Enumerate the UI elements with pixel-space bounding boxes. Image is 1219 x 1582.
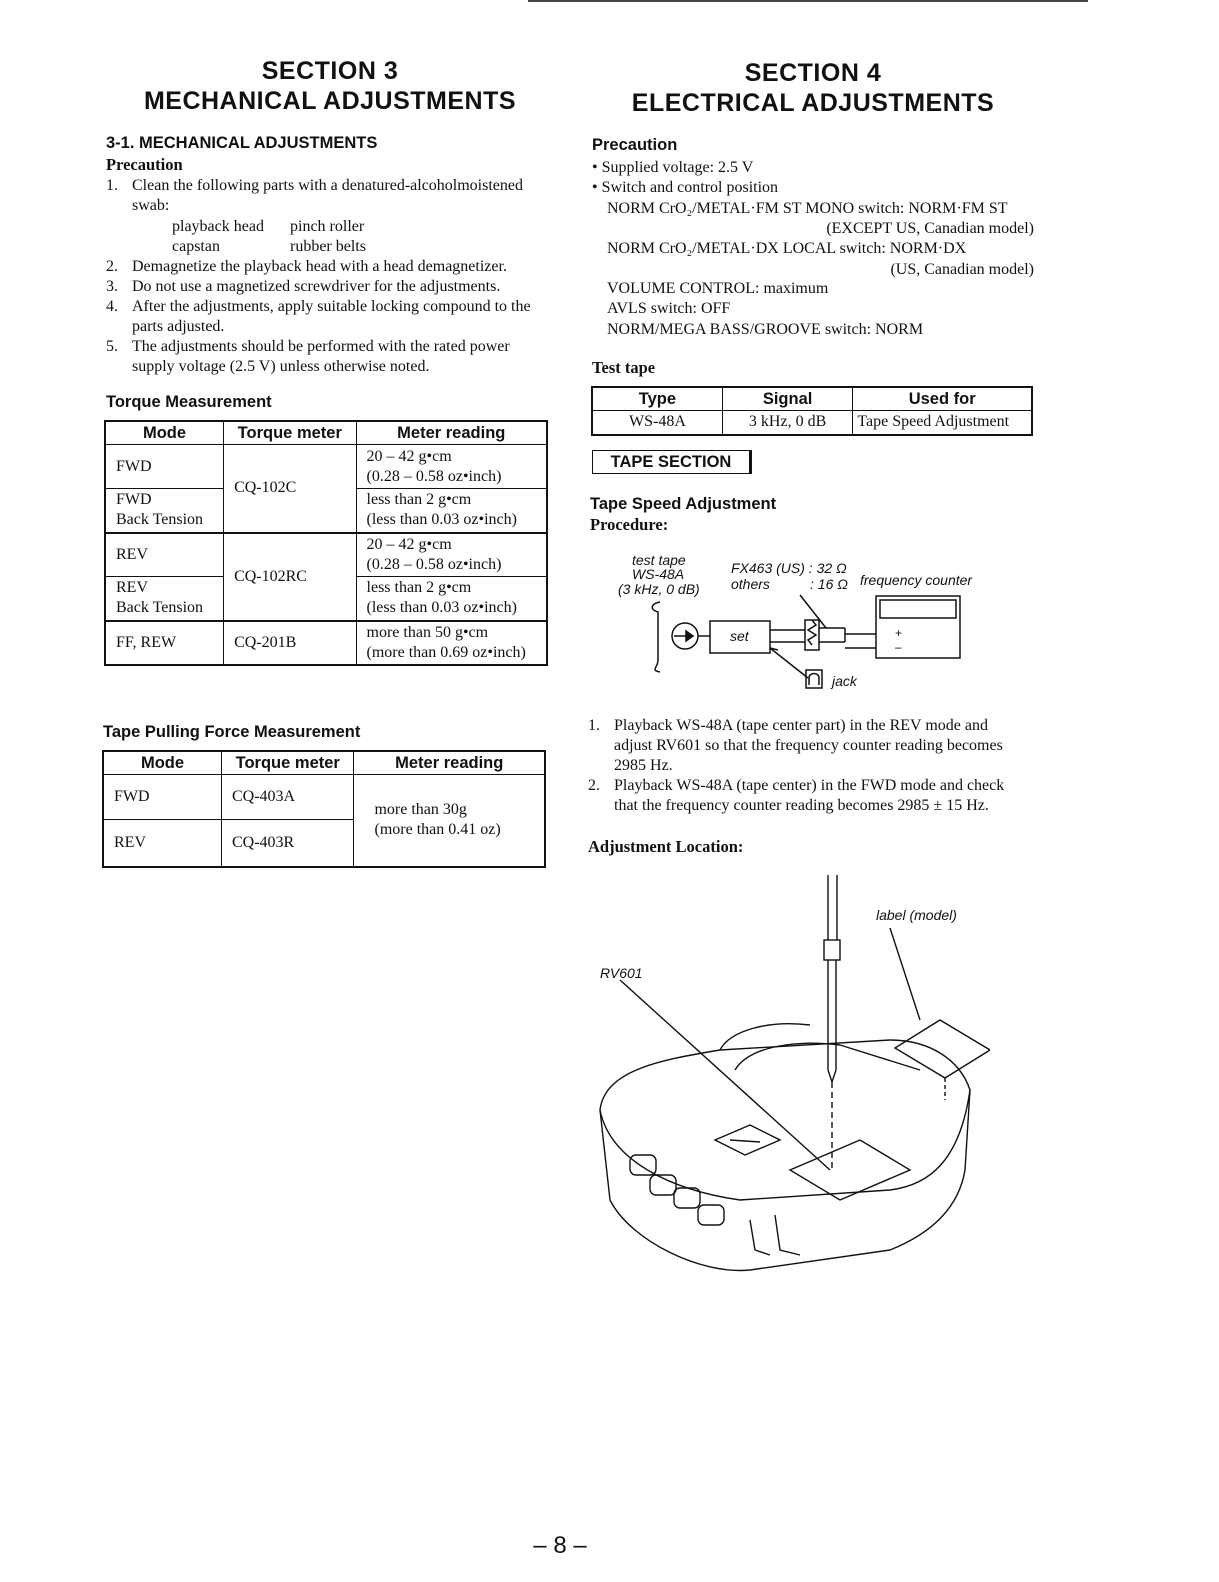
tape-speed-title: Tape Speed Adjustment — [590, 495, 777, 513]
diag-ws48a: WS-48A — [632, 566, 685, 582]
left-section-title: MECHANICAL ADJUSTMENTS — [143, 87, 517, 115]
switch-line-4: AVLS switch: OFF — [607, 300, 731, 317]
precaution-title: Precaution — [106, 155, 183, 174]
tape-used: Tape Speed Adjustment — [853, 411, 1032, 435]
step-1: 1. Playback WS-48A (tape center part) in the REV mode and adjust RV601 so that the frequency counter reading becomes 2985 Hz. — [588, 717, 1003, 774]
torque-header-reading: Meter reading — [356, 421, 547, 445]
torque-header-meter: Torque meter — [224, 421, 356, 445]
precaution-item-5: 5. The adjustments should be performed with the rated power supply voltage (2.5 V) unless otherwise noted. — [106, 338, 510, 375]
torque-row-meter: CQ-102RC — [224, 533, 356, 621]
pull-row-reading: more than 30g (more than 0.41 oz) — [354, 775, 545, 867]
pull-table — [102, 750, 546, 868]
switch-line-1: NORM CrO₂/METAL·FM ST MONO switch: NORM·FM ST — [607, 200, 1008, 217]
diag-khz: (3 kHz, 0 dB) — [618, 581, 700, 597]
diag-others: others — [731, 576, 770, 592]
pull-header-mode: Mode — [103, 751, 222, 775]
torque-row-reading: less than 2 g•cm (less than 0.03 oz•inch) — [356, 489, 547, 533]
switch-note-2: (US, Canadian model) — [890, 261, 1034, 278]
tape-section-box: TAPE SECTION — [592, 450, 752, 474]
torque-table — [104, 420, 548, 666]
tape-signal: 3 kHz, 0 dB — [722, 411, 852, 435]
testtape-table — [591, 386, 1033, 436]
procedure-diagram — [640, 590, 980, 700]
switch-note-1: (EXCEPT US, Canadian model) — [826, 220, 1034, 237]
svg-text:+: + — [895, 626, 903, 640]
torque-header-mode: Mode — [105, 421, 224, 445]
pull-header-meter: Torque meter — [222, 751, 354, 775]
torque-row-mode: REV — [105, 533, 224, 577]
torque-row-mode: REV Back Tension — [105, 577, 224, 621]
pull-row-meter: CQ-403A — [222, 775, 354, 820]
diag-frequency-counter: frequency counter — [860, 572, 973, 588]
part-pinch-roller: pinch roller — [290, 218, 365, 235]
tape-header-used: Used for — [853, 387, 1032, 411]
torque-title: Torque Measurement — [106, 393, 272, 411]
torque-row-mode: FF, REW — [105, 621, 224, 665]
svg-text:–: – — [895, 640, 902, 654]
page-number: – 8 – — [533, 1532, 587, 1559]
part-playback-head: playback head — [172, 218, 264, 235]
diag-16ohm: : 16 Ω — [810, 576, 848, 592]
pull-row-meter: CQ-403R — [222, 820, 354, 867]
part-rubber-belts: rubber belts — [290, 238, 366, 255]
torque-row-reading: less than 2 g•cm (less than 0.03 oz•inch) — [356, 577, 547, 621]
torque-row-mode: FWD Back Tension — [105, 489, 224, 533]
precaution-item-4: 4. After the adjustments, apply suitable locking compound to the parts adjusted. — [106, 298, 531, 335]
testtape-title: Test tape — [592, 358, 656, 377]
pull-header-reading: Meter reading — [354, 751, 545, 775]
top-rule — [528, 0, 1088, 2]
torque-row-reading: 20 – 42 g•cm (0.28 – 0.58 oz•inch) — [356, 533, 547, 577]
pull-title: Tape Pulling Force Measurement — [103, 723, 361, 741]
torque-row-reading: more than 50 g•cm (more than 0.69 oz•inch) — [356, 621, 547, 665]
precaution-item-2: 2. Demagnetize the playback head with a head demagnetizer. — [106, 258, 507, 275]
switch-line-3: VOLUME CONTROL: maximum — [607, 280, 829, 297]
pull-row-mode: REV — [103, 820, 222, 867]
precaution-item-3: 3. Do not use a magnetized screwdriver for the adjustments. — [106, 278, 501, 295]
torque-row-meter: CQ-102C — [224, 445, 356, 533]
torque-row-mode: FWD — [105, 445, 224, 489]
loc-rv601: RV601 — [600, 965, 643, 981]
precaution-item-1: 1. Clean the following parts with a denatured-alcoholmoistened swab: — [106, 177, 523, 214]
torque-row-reading: 20 – 42 g•cm (0.28 – 0.58 oz•inch) — [356, 445, 547, 489]
adjustment-location-diagram — [590, 870, 990, 1290]
pull-row-mode: FWD — [103, 775, 222, 820]
diag-set: set — [730, 628, 749, 644]
bullet-voltage: • Supplied voltage: 2.5 V — [592, 159, 754, 176]
switch-line-5: NORM/MEGA BASS/GROOVE switch: NORM — [607, 321, 924, 338]
left-section-number: SECTION 3 — [261, 57, 399, 85]
switch-line-2: NORM CrO₂/METAL·DX LOCAL switch: NORM·DX — [607, 240, 967, 257]
right-precaution-title: Precaution — [592, 136, 678, 154]
tape-header-signal: Signal — [722, 387, 852, 411]
step-2: 2. Playback WS-48A (tape center) in the FWD mode and check that the frequency counter reading becomes 2985 ± 15 Hz. — [588, 777, 1005, 814]
part-capstan: capstan — [172, 238, 220, 255]
torque-row-meter: CQ-201B — [224, 621, 356, 665]
right-section-number: SECTION 4 — [744, 59, 882, 87]
right-section-title: ELECTRICAL ADJUSTMENTS — [631, 89, 995, 117]
location-title: Adjustment Location: — [588, 837, 744, 856]
bullet-switch: • Switch and control position — [592, 179, 779, 196]
procedure-title: Procedure: — [590, 515, 669, 534]
diag-jack: jack — [832, 673, 857, 689]
loc-label-model: label (model) — [876, 907, 957, 923]
diag-test-tape: test tape — [632, 552, 686, 568]
tape-type: WS-48A — [592, 411, 722, 435]
tape-header-type: Type — [592, 387, 722, 411]
subsection-title: 3-1. MECHANICAL ADJUSTMENTS — [106, 134, 378, 152]
diag-fx463: FX463 (US) : 32 Ω — [731, 560, 847, 576]
